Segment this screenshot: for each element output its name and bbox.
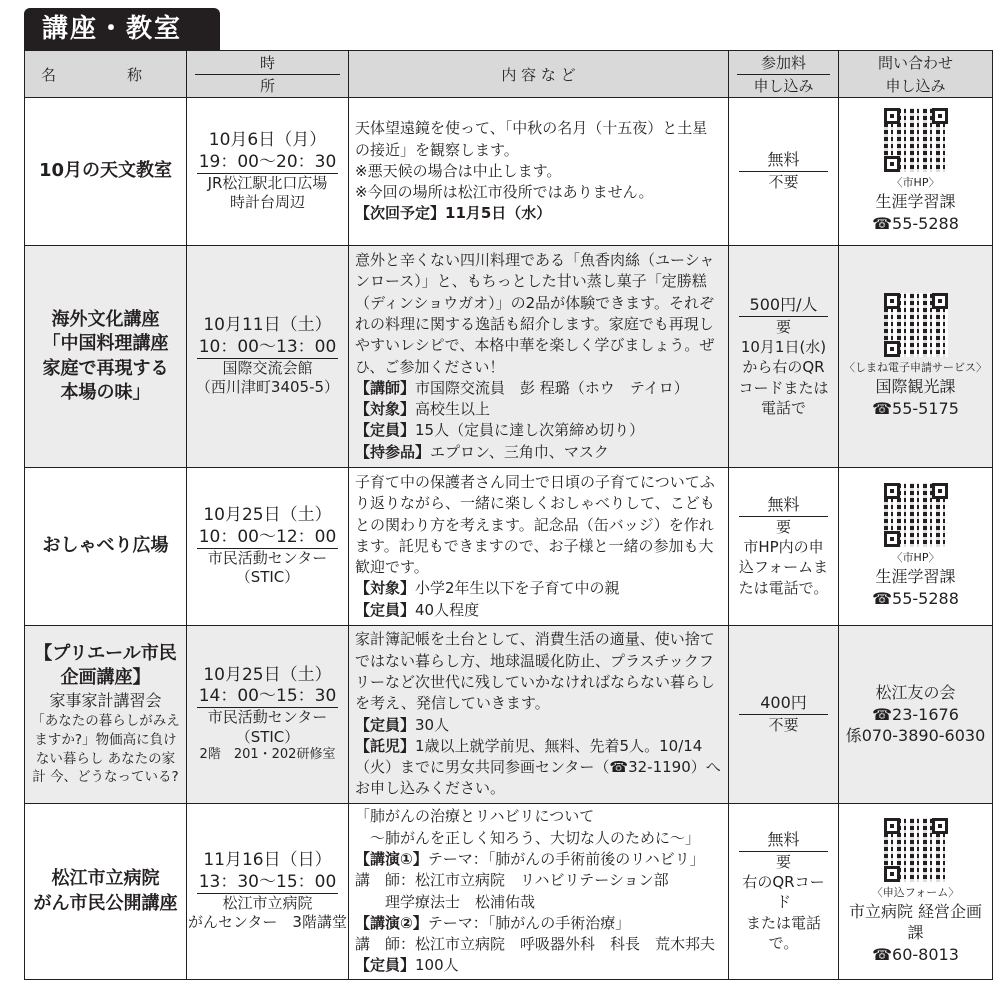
date-line: 14：00～15：30 <box>198 686 337 707</box>
content-label: 【講演②】 <box>355 913 428 932</box>
fee-apply-cell <box>729 804 839 980</box>
content-text: 40人程度 <box>415 600 480 619</box>
time-place-cell <box>187 468 349 626</box>
course-name <box>25 626 187 804</box>
contact-line: ☎55-5175 <box>872 398 959 418</box>
content-text: 意外と辛くない四川料理である「魚香肉絲（ユーシャンロース）」と、もちっとした甘い蒸し菓子「定勝糕（ディンショウガオ）」の2品が体験できます。それぞれの料理に関する逸話も紹介します。家庭でも再現しやすいレシピで、本格中華を楽しく学びましょう。ぜひ、ご参加ください！ <box>355 251 715 376</box>
apply-line: 不要 <box>768 173 799 192</box>
course-content <box>349 804 729 980</box>
content-line <box>355 892 722 913</box>
content-label: 【対象】 <box>355 400 416 419</box>
content-text: 理学療法士 松浦佑哉 <box>355 892 536 911</box>
content-text: 30人 <box>415 715 450 734</box>
place-line: 市民活動センター <box>207 708 328 727</box>
course-name-line: がん市民公開講座 <box>33 892 178 914</box>
fee-apply-cell <box>729 468 839 626</box>
content-text: 100人 <box>415 956 459 975</box>
course-contact <box>839 468 993 626</box>
content-line <box>355 118 722 161</box>
place-room: 2階 201・202研修室 <box>199 747 336 763</box>
content-text: 天体望遠鏡を使って、「中秋の名月（十五夜）と土星の接近」を観察します。 <box>355 119 708 159</box>
content-text: 1歳以上就学前児、無料、先着5人。10/14（火）までに男女共同参画センター（☎32-1190）へお申し込みください。 <box>355 736 721 798</box>
courses-table <box>24 50 993 980</box>
apply-line: 右のQRコード <box>742 873 825 912</box>
contact-line: ☎55-5288 <box>872 213 959 233</box>
contact-line: ☎60-8013 <box>872 944 959 964</box>
qr-corner <box>932 108 948 124</box>
fee-apply <box>729 693 838 735</box>
content-text: 市国際交流員 彭 程璐（ホウ テイロ） <box>415 378 689 397</box>
fee-apply-cell <box>729 98 839 246</box>
table-row <box>25 468 993 626</box>
course-place <box>187 894 348 933</box>
qr-label: 〈市HP〉 <box>891 551 940 565</box>
apply-line: たは電話で。 <box>738 578 829 597</box>
qr-code-icon <box>884 293 948 357</box>
qr-corner <box>884 483 900 499</box>
header-name: 名 称 <box>25 51 187 98</box>
place-line: 時計台周辺 <box>229 193 305 212</box>
place-line: （西川津町3405-5） <box>195 378 340 397</box>
content-label: 【対象】 <box>355 579 416 598</box>
contact-line: ☎55-5288 <box>872 588 959 608</box>
course-date <box>197 665 338 709</box>
content-text: 子育て中の保護者さん同士で日頃の子育てについてふり返りながら、一緒に楽しくおしゃべりして、こどもとの関わり方を考えます。記念品（缶バッジ）を作れます。託児もできますので、お子様と一緒の参加も大歓迎です。 <box>355 472 715 577</box>
course-place <box>187 359 348 398</box>
place-line: 松江市立病院 <box>222 893 313 912</box>
course-date <box>197 315 338 359</box>
course-name <box>25 98 187 246</box>
fee-apply-cell <box>729 246 839 468</box>
fee-apply <box>729 830 838 953</box>
content-line <box>355 203 722 224</box>
course-contact <box>839 804 993 980</box>
qr-corner <box>932 483 948 499</box>
fee-apply-cell <box>729 626 839 804</box>
time-place <box>187 315 348 398</box>
contact-line: 松江友の会 <box>875 683 956 703</box>
contact-line: ☎23-1676 <box>872 704 959 724</box>
content-line <box>355 736 722 800</box>
fee-apply <box>729 295 838 418</box>
apply-line: 電話で <box>760 398 806 417</box>
course-content <box>349 626 729 804</box>
content-line <box>355 715 722 736</box>
qr-corner <box>884 818 900 834</box>
content-label: 【定員】 <box>355 421 416 440</box>
date-line: 13：30～15：00 <box>198 871 337 892</box>
content-text: 家計簿記帳を土台として、消費生活の適量、使い捨てではない暮らし方、地球温暖化防止、プラスチックフリーなど次世代に残していかなければならない暮らしを考え、発信していきます。 <box>355 630 716 713</box>
course-apply <box>729 715 838 735</box>
course-apply <box>729 317 838 418</box>
date-line: 10：00～13：00 <box>198 336 337 357</box>
content-line <box>355 378 722 399</box>
table-header <box>25 51 993 98</box>
content-line <box>355 578 722 599</box>
content-text: 小学2年生以下を子育て中の親 <box>415 579 620 598</box>
qr-corner <box>932 818 948 834</box>
course-place <box>187 174 348 213</box>
apply-line: 込フォームま <box>738 558 829 577</box>
content-line <box>355 399 722 420</box>
content-text: テーマ：「肺がんの手術前後のリハビリ」 <box>427 849 705 868</box>
table-row <box>25 804 993 980</box>
content-line <box>355 955 722 976</box>
content-line <box>355 472 722 578</box>
content-label: 【講演①】 <box>355 849 428 868</box>
contact-line: 係070-3890-6030 <box>845 726 986 746</box>
course-name <box>25 804 187 980</box>
time-place <box>187 130 348 213</box>
apply-line: コードまたは <box>738 378 829 397</box>
time-place <box>187 850 348 933</box>
course-name-line: 【プリエール市民 <box>34 642 177 664</box>
content-text: 講 師：松江市立病院 呼吸器外科 科長 荒木邦夫 <box>355 935 716 954</box>
content-text: エプロン、三角巾、マスク <box>430 442 609 461</box>
content-text: 高校生以上 <box>415 400 491 419</box>
date-line: 19：00～20：30 <box>198 151 337 172</box>
apply-line: 不要 <box>768 716 799 735</box>
header-fee-apply: 参加料 申し込み <box>729 51 839 98</box>
content-line <box>355 806 722 827</box>
apply-line: 要 <box>775 852 791 871</box>
course-name <box>25 246 187 468</box>
place-line: 市民活動センター <box>207 548 328 567</box>
content-text: 「肺がんの治療とリハビリについて <box>355 807 595 826</box>
course-place <box>187 708 348 764</box>
course-contact <box>839 626 993 804</box>
course-name-line: 海外文化講座 <box>51 308 160 330</box>
content-line <box>355 420 722 441</box>
qr-corner <box>884 108 900 124</box>
course-apply <box>729 517 838 598</box>
course-name-line: おしゃべり広場 <box>42 535 169 557</box>
time-place-cell <box>187 804 349 980</box>
date-line: 10月11日（土） <box>203 315 332 336</box>
content-line <box>355 250 722 378</box>
course-name-line: 「中国料理講座 <box>42 333 169 355</box>
content-text: 15人（定員に達し次第締め切り） <box>415 421 645 440</box>
date-line: 10月25日（土） <box>203 505 332 526</box>
content-label: 【講師】 <box>355 378 416 397</box>
content-label: 【定員】 <box>355 956 416 975</box>
table-row <box>25 246 993 468</box>
course-fee: 無料 <box>739 830 828 852</box>
course-contact <box>839 246 993 468</box>
qr-corner <box>884 866 900 882</box>
content-line <box>355 913 722 934</box>
header-content: 内 容 な ど <box>349 51 729 98</box>
content-line <box>355 442 722 463</box>
apply-line: から右のQR <box>742 358 825 377</box>
fee-apply <box>729 495 838 598</box>
course-fee: 400円 <box>739 693 828 715</box>
content-text: 講 師：松江市立病院 リハビリテーション部 <box>355 871 669 890</box>
course-date <box>197 850 338 894</box>
content-line <box>355 934 722 955</box>
course-theme: 「あなたの暮らしがみえますか?」物価高に負けない暮らし あなたの家計 今、どうなっている? <box>31 712 180 786</box>
content-text: ～肺がんを正しく知ろう、大切な人のために～」 <box>355 828 701 847</box>
course-contact <box>839 98 993 246</box>
qr-corner <box>884 156 900 172</box>
content-line <box>355 629 722 714</box>
table-row <box>25 626 993 804</box>
qr-code-icon <box>884 108 948 172</box>
qr-label: 〈しまね電子申請サービス〉 <box>844 361 987 375</box>
place-line: がんセンター 3階講堂 <box>188 913 347 932</box>
content-line <box>355 161 722 182</box>
place-line: 国際交流会館 <box>222 358 313 377</box>
qr-corner <box>884 341 900 357</box>
content-label: 【託児】 <box>355 736 416 755</box>
course-date <box>197 130 338 174</box>
course-name-line: 本場の味」 <box>60 381 151 403</box>
contact-line: 国際観光課 <box>875 377 956 397</box>
course-date <box>197 505 338 549</box>
time-place <box>187 505 348 588</box>
place-line: JR松江駅北口広場 <box>207 173 328 192</box>
apply-line: または電話で。 <box>745 913 821 952</box>
course-apply <box>729 852 838 953</box>
course-apply <box>729 172 838 192</box>
content-label: 【定員】 <box>355 715 416 734</box>
qr-code-icon <box>884 483 948 547</box>
place-line: （STIC） <box>235 727 300 746</box>
apply-line: 要 <box>775 317 791 336</box>
course-content <box>349 246 729 468</box>
qr-corner <box>884 531 900 547</box>
content-label: 【定員】 <box>355 600 416 619</box>
course-fee: 無料 <box>739 150 828 172</box>
apply-line: 要 <box>775 517 791 536</box>
course-name <box>25 468 187 626</box>
contact-line: 市立病院 経営企画課 <box>848 901 983 943</box>
course-name-line: 企画講座】 <box>60 666 151 688</box>
course-name-line: 10月の天文教室 <box>38 160 173 182</box>
course-name-line: 松江市立病院 <box>51 868 160 890</box>
course-subtitle: 家事家計講習会 <box>49 691 162 711</box>
date-line: 10月25日（土） <box>203 664 332 685</box>
date-line: 10：00～12：00 <box>198 526 337 547</box>
time-place-cell <box>187 98 349 246</box>
place-line: （STIC） <box>235 568 300 587</box>
course-fee: 無料 <box>739 495 828 517</box>
contact-line: 生涯学習課 <box>875 192 956 212</box>
contact-line: 生涯学習課 <box>875 567 956 587</box>
content-label: 【持参品】 <box>355 442 431 461</box>
content-text: テーマ：「肺がんの手術治療」 <box>427 913 631 932</box>
qr-label: 〈申込フォーム〉 <box>871 885 960 899</box>
time-place <box>187 665 348 764</box>
qr-code-icon <box>884 818 948 882</box>
course-fee: 500円/人 <box>739 295 828 317</box>
content-line <box>355 849 722 870</box>
content-line <box>355 870 722 891</box>
course-content <box>349 468 729 626</box>
content-text: ※今回の場所は松江市役所ではありません。 <box>355 183 654 202</box>
section-title: 講座・教室 <box>24 8 220 50</box>
content-label: 【次回予定】11月5日（水） <box>355 204 552 223</box>
header-time-place: 時 所 <box>187 51 349 98</box>
content-line <box>355 828 722 849</box>
date-line: 10月6日（月） <box>208 130 327 151</box>
fee-apply <box>729 150 838 192</box>
apply-line: 市HP内の申 <box>743 538 824 557</box>
table-row <box>25 98 993 246</box>
course-content <box>349 98 729 246</box>
time-place-cell <box>187 246 349 468</box>
content-line <box>355 600 722 621</box>
qr-corner <box>932 293 948 309</box>
content-text: ※悪天候の場合は中止します。 <box>355 161 562 180</box>
content-line <box>355 182 722 203</box>
header-contact: 問い合わせ 申し込み <box>839 51 993 98</box>
date-line: 11月16日（日） <box>203 850 332 871</box>
course-place <box>187 549 348 588</box>
apply-line: 10月1日(水) <box>740 338 827 357</box>
qr-label: 〈市HP〉 <box>891 176 940 190</box>
time-place-cell <box>187 626 349 804</box>
qr-corner <box>884 293 900 309</box>
course-name-line: 家庭で再現する <box>42 357 169 379</box>
